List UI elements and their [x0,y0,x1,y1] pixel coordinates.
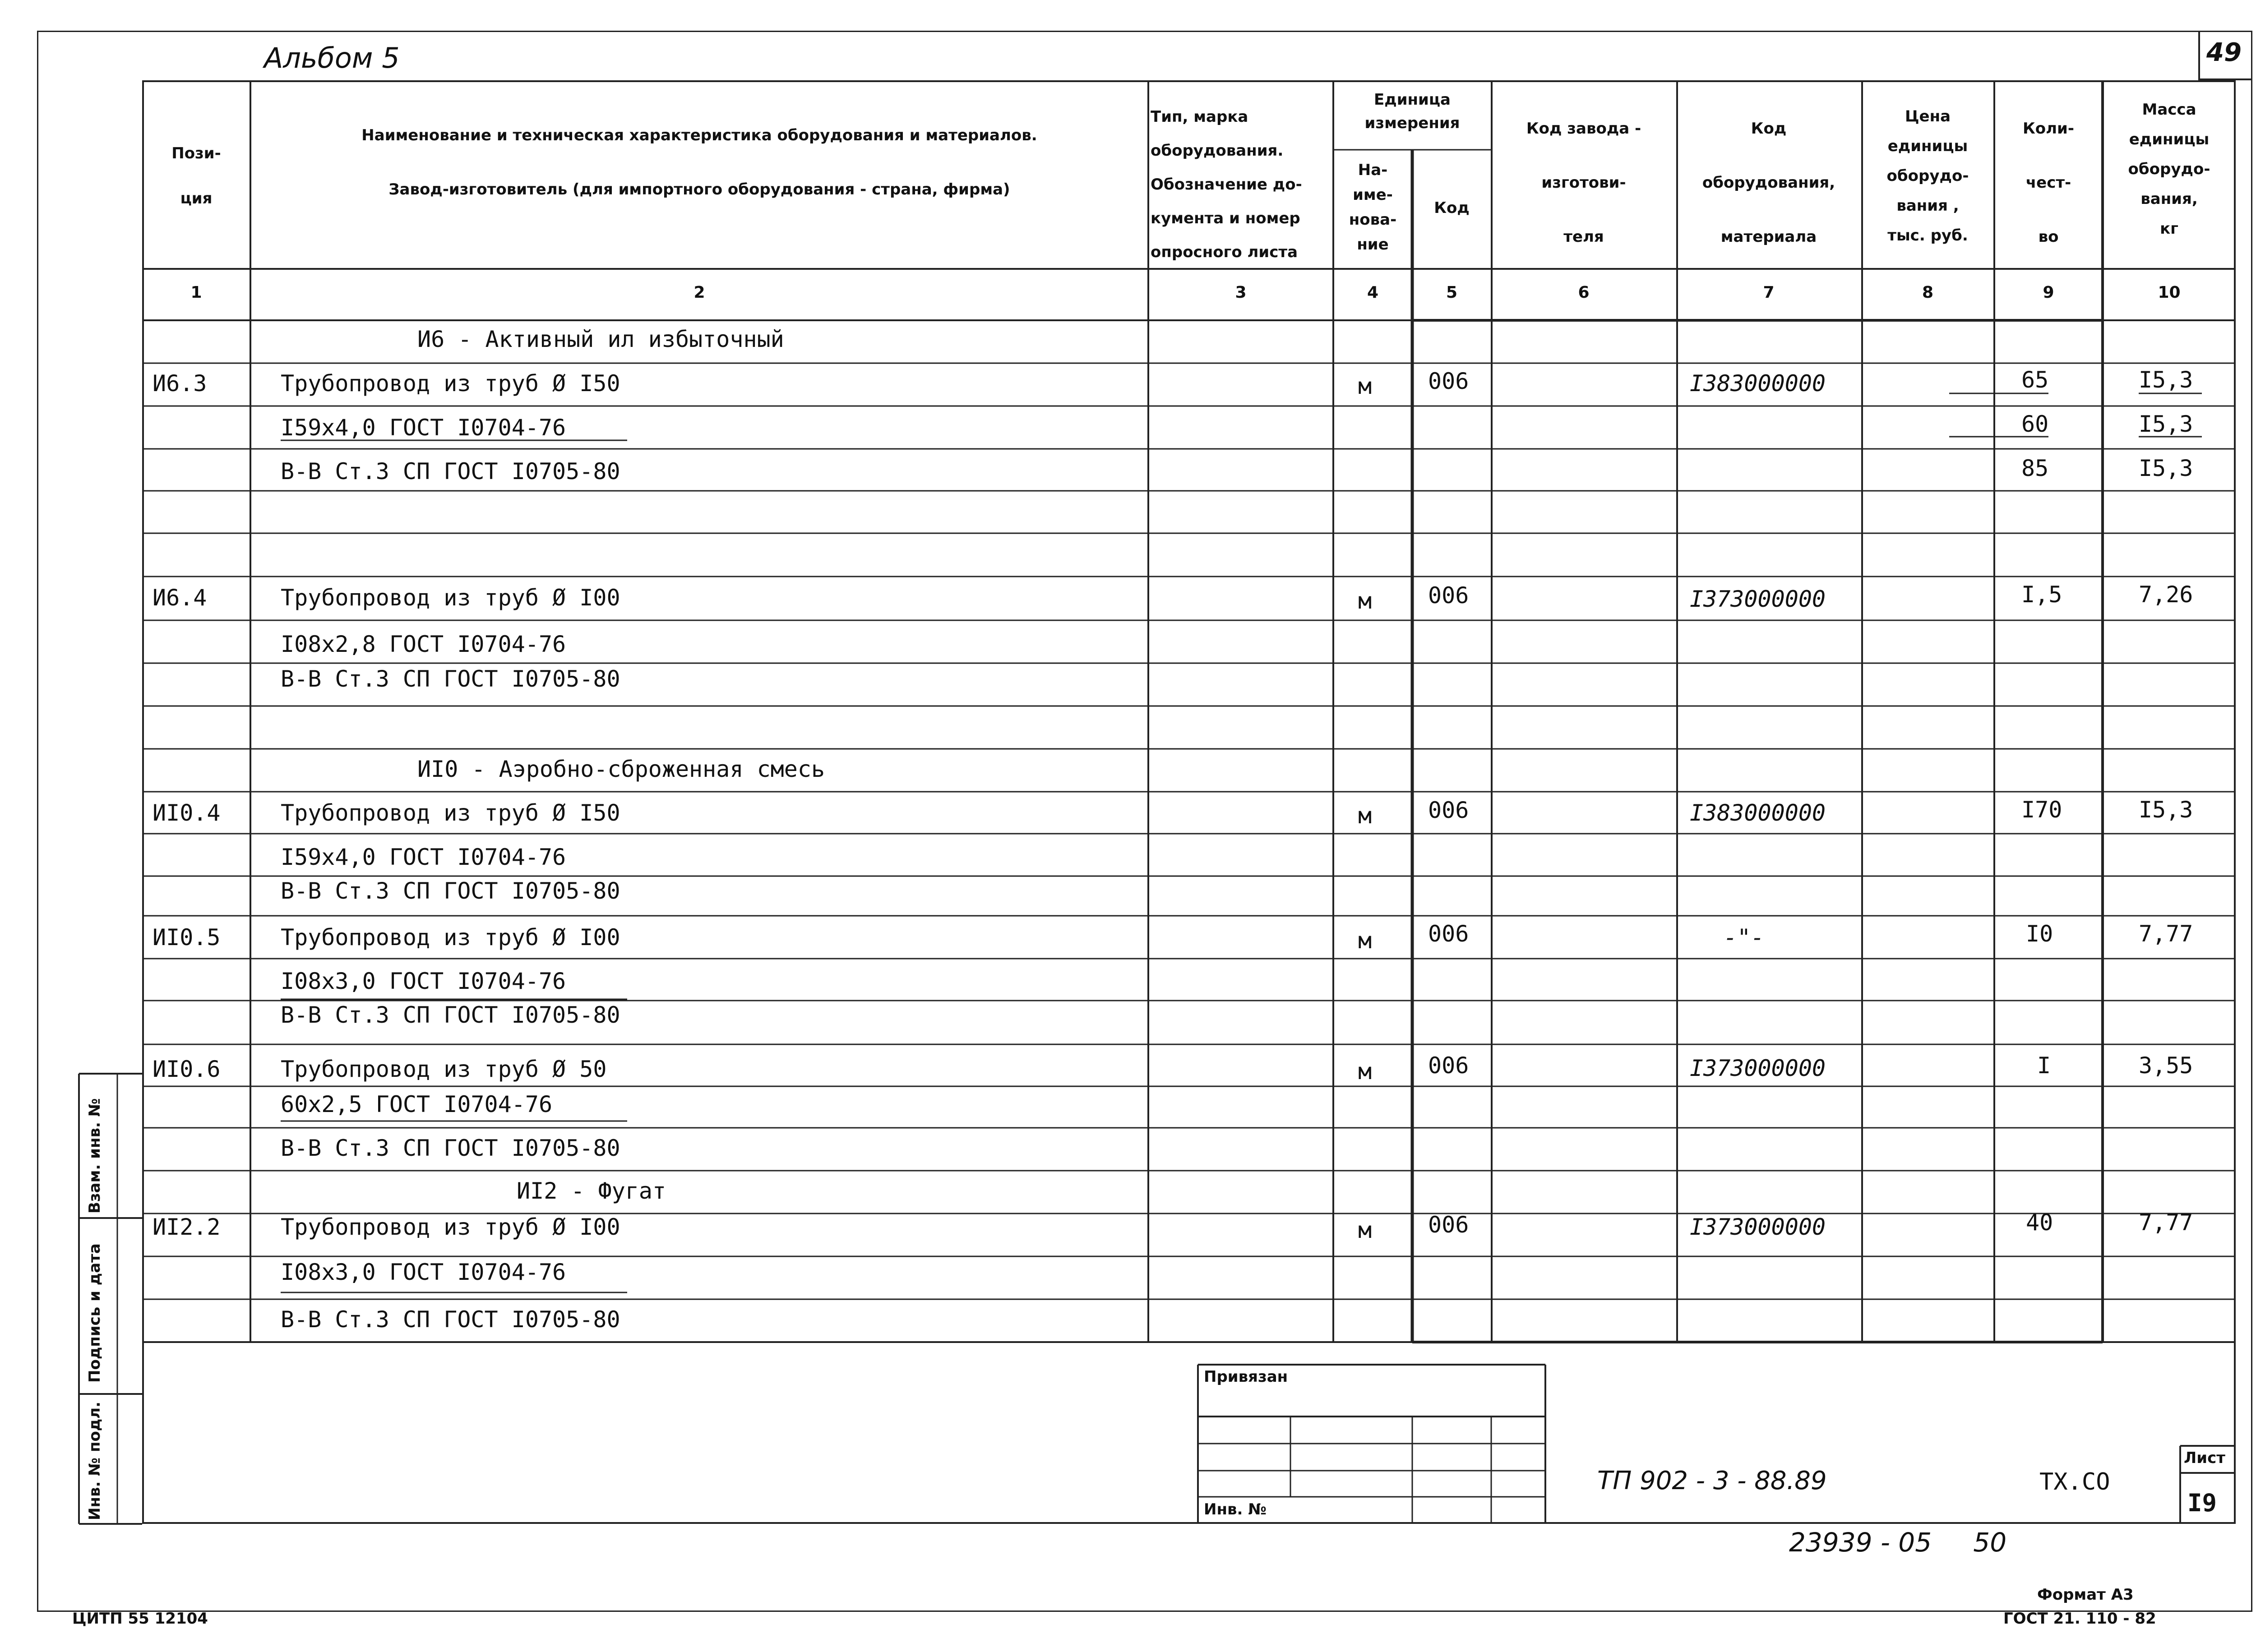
col-header-unit-code: Код [1434,199,1470,217]
section-title-fugate: ИI2 - Фугат [517,1178,666,1204]
row-spec-line: I08x3,0 ГОСТ I0704-76 [281,968,566,994]
col-number-5: 5 [1446,283,1458,302]
stamp-project-code: ТП 902 - 3 - 88.89 [1597,1466,1827,1495]
row-quantity: 60 [2021,411,2049,437]
row-quantity: 65 [2021,367,2049,393]
row-unit-code: 006 [1428,368,1469,394]
row-unit-code: 006 [1428,921,1469,947]
col-number-3: 3 [1235,283,1247,302]
row-mass: 7,77 [2139,921,2193,947]
col-header-position: Пози- ция [171,144,221,208]
row-unit: м [1358,803,1372,829]
footer-citp: ЦИТП 55 12104 [72,1610,208,1628]
row-quantity: I [2037,1052,2051,1079]
row-material-code: I373000000 [1690,1055,1826,1081]
stamp-inv-number: Инв. № [1204,1500,1267,1518]
col-number-8: 8 [1922,283,1934,302]
row-material-code: I383000000 [1690,800,1826,826]
footer-format: Формат А3 [2037,1586,2134,1604]
row-name: Трубопровод из труб Ø I00 [281,924,620,951]
footer-gost: ГОСТ 21. 110 - 82 [2003,1610,2156,1628]
row-unit-code: 006 [1428,1052,1469,1079]
row-steel-line: В-В Ст.3 СП ГОСТ I0705-80 [281,666,620,692]
col-header-unit-group: Единица измерения [1364,91,1460,132]
row-material-code: -"- [1724,924,1765,951]
row-name: Трубопровод из труб Ø I50 [281,800,620,826]
row-name: Трубопровод из труб Ø I00 [281,1214,620,1240]
col-header-type: Тип, марка оборудования. Обозначение до- кумента и номер опросного листа [1151,108,1302,261]
row-quantity: I0 [2026,921,2053,947]
row-quantity: I70 [2021,797,2062,823]
row-steel-line: В-В Ст.3 СП ГОСТ I0705-80 [281,1306,620,1333]
row-unit-code: 006 [1428,797,1469,823]
row-spec-line: I59x4,0 ГОСТ I0704-76 [281,844,566,870]
row-material-code: I373000000 [1690,1214,1826,1240]
col-header-name: Наименование и техническая характеристика оборудования и материалов. Завод-изготовитель (для импортного оборудования - страна, фирма) [361,126,1037,198]
row-quantity: 85 [2021,455,2049,481]
side-label-original-inv: Инв. № подл. [86,1401,104,1520]
row-steel-line: В-В Ст.3 СП ГОСТ I0705-80 [281,1002,620,1028]
row-unit: м [1358,373,1372,399]
row-name: Трубопровод из труб Ø I00 [281,585,620,611]
row-position: И6.4 [153,585,207,611]
col-number-9: 9 [2043,283,2054,302]
row-unit: м [1358,928,1372,954]
page-number: 49 [2206,38,2242,67]
stamp-privyazan: Привязан [1204,1368,1288,1386]
row-mass: 7,77 [2139,1209,2193,1236]
row-position: ИI0.5 [153,924,221,951]
row-material-code: I383000000 [1690,370,1826,397]
row-unit-code: 006 [1428,1212,1469,1238]
col-header-mass: Масса единицы оборудо- вания, кг [2128,101,2210,238]
album-label: Альбом 5 [264,42,400,74]
row-unit: м [1358,1217,1372,1243]
row-mass: I5,3 [2139,367,2193,393]
col-header-quantity: Коли- чест- во [2023,120,2074,246]
side-label-replaced-inv: Взам. инв. № [86,1098,104,1214]
row-position: ИI2.2 [153,1214,221,1240]
col-header-material-code: Код оборудования, материала [1702,120,1835,246]
stamp-sheet-number: I9 [2187,1489,2217,1517]
col-number-6: 6 [1578,283,1590,302]
side-label-signature-date: Подпись и дата [86,1243,104,1383]
row-name: Трубопровод из труб Ø 50 [281,1056,607,1082]
col-number-7: 7 [1763,283,1775,302]
stamp-sheet-label: Лист [2184,1449,2225,1467]
row-spec-line: 60x2,5 ГОСТ I0704-76 [281,1091,553,1117]
row-unit: м [1358,1058,1372,1084]
col-number-4: 4 [1367,283,1379,302]
row-position: И6.3 [153,370,207,397]
col-header-price: Цена единицы оборудо- вания , тыс. руб. [1886,107,1969,245]
row-position: ИI0.6 [153,1056,221,1082]
col-number-2: 2 [693,283,705,302]
row-steel-line: В-В Ст.3 СП ГОСТ I0705-80 [281,1135,620,1161]
row-spec-line: I59x4,0 ГОСТ I0704-76 [281,415,566,441]
row-name: Трубопровод из труб Ø I50 [281,370,620,397]
stamp-document-code: ТХ.СО [2039,1468,2110,1495]
row-mass: I5,3 [2139,455,2193,481]
row-mass: I5,3 [2139,411,2193,437]
row-mass: I5,3 [2139,797,2193,823]
row-steel-line: В-В Ст.3 СП ГОСТ I0705-80 [281,458,620,485]
col-header-unit-name: На- име- нова- ние [1349,161,1397,254]
section-title-aerobic-mixture: ИI0 - Аэробно-сброженная смесь [417,756,825,782]
row-material-code: I373000000 [1690,586,1826,612]
row-spec-line: I08x2,8 ГОСТ I0704-76 [281,631,566,657]
row-steel-line: В-В Ст.3 СП ГОСТ I0705-80 [281,878,620,904]
row-quantity: 40 [2026,1209,2053,1236]
col-header-factory-code: Код завода - изготови- теля [1526,120,1641,246]
row-quantity: I,5 [2021,581,2062,608]
row-position: ИI0.4 [153,800,221,826]
row-mass: 7,26 [2139,581,2193,608]
row-unit-code: 006 [1428,582,1469,609]
col-number-1: 1 [190,283,202,302]
section-title-activated-sludge: И6 - Активный ил избыточный [417,326,784,352]
row-spec-line: I08x3,0 ГОСТ I0704-76 [281,1259,566,1285]
row-unit: м [1358,588,1372,614]
col-number-10: 10 [2158,283,2181,302]
row-mass: 3,55 [2139,1052,2193,1079]
handwritten-reference: 23939 - 05 50 [1789,1527,2007,1558]
